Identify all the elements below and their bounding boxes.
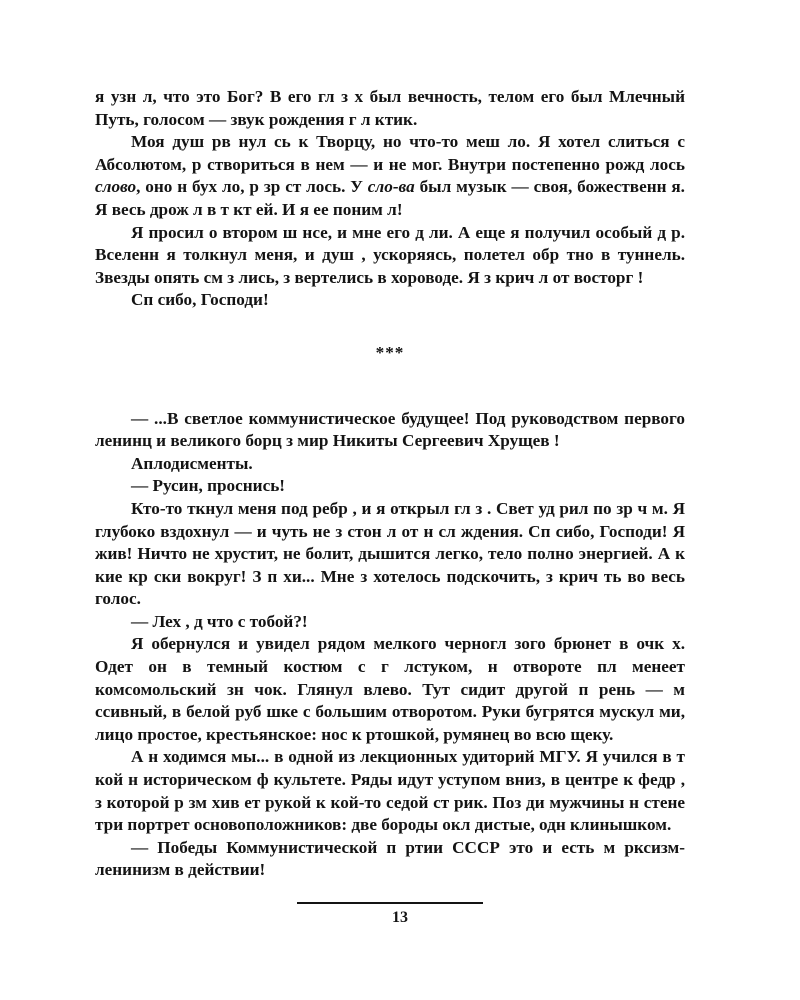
paragraph-turned-around: Я обернулся и увидел рядом мелкого черногл зого брюнет в очк х. Одет он в темный костюм с г лстуком, н отвороте пл менеет комсомольский зн чок. Глянул влево. Тут сидит другой п рень — м ссивный, в белой руб шке с большим отворотом. Руки бугрятся мускул ми, лицо простое, крестьянское: нос к ртошкой, румянец во всю щеку. xyxy=(95,634,685,744)
paragraph-soul-rushed xyxy=(95,131,685,221)
paragraph-marxism-quote: — Победы Коммунистической п ртии СССР это и есть м рксизм-ленинизм в действии! xyxy=(95,837,685,880)
paragraph-lekha-question: — Лех , д что с тобой?! xyxy=(131,611,308,631)
paragraph-lecture-hall: А н ходимся мы... в одной из лекционных удиторий МГУ. Я учился в т кой н историческом ф культете. Ряды идут уступом вниз, в центре к федр , з которой р зм хив ет рукой к кой-то седой ст рик. Поз ди мужчины н стене три портрет основоположников: две бороды окл дистые, одн клинышком. xyxy=(95,747,685,835)
paragraph-soul-rushed-part1: Моя душ рв нул сь к Творцу, но что-то меш ло. Я хотел слиться с Абсолютом, р створиться в нем — и не мог. Внутри постепенно рожд лось xyxy=(95,132,685,174)
section-separator: *** xyxy=(375,342,405,362)
paragraph-applause: Аплодисменты. xyxy=(131,453,253,473)
paragraph-wake-up: — Русин, проснись! xyxy=(131,476,286,496)
paragraph-god-vision: я узн л, что это Бог? В его гл з х был вечность, телом его был Млечный Путь, голосом — звук рождения г л ктик. xyxy=(95,87,685,129)
page-number: 13 xyxy=(392,909,408,926)
footer-rule xyxy=(297,902,483,904)
paragraph-speech-khrushchev: — ...В светлое коммунистическое будущее! Под руководством первого ленинц и великого борц з мир Никиты Сергеевич Хрущев ! xyxy=(95,408,685,451)
book-page-body xyxy=(95,86,685,882)
italic-word-slovo: слово xyxy=(95,177,137,197)
paragraph-second-chance: Я просил о втором ш нсе, и мне его д ли. А еще я получил особый д р. Вселенн я толкнул меня, и душ , ускоряясь, полетел обр тно в туннель. Звезды опять см з лись, з вертелись в хороводе. Я з крич л от восторг ! xyxy=(95,222,685,287)
paragraph-thanks-god: Сп сибо, Господи! xyxy=(131,290,269,310)
paragraph-opened-eyes: Кто-то ткнул меня под ребр , и я открыл гл з . Свет уд рил по зр ч м. Я глубоко вздохнул — и чуть не з стон л от н сл ждения. Сп сибо, Господи! Я жив! Ничто не хрустит, не болит, дышится легко, тело полно энергией. А к кие кр ски вокруг! З п хи... Мне з хотелось подскочить, з крич ть во весь голос. xyxy=(95,498,685,609)
paragraph-soul-rushed-part3: был музык — своя, божественн я. Я весь дрож л в т кт ей. И я ее поним л! xyxy=(95,177,685,219)
italic-word-slova: сло-ва xyxy=(367,177,415,197)
paragraph-soul-rushed-part2: , оно н бух ло, р зр ст лось. У xyxy=(136,177,368,197)
